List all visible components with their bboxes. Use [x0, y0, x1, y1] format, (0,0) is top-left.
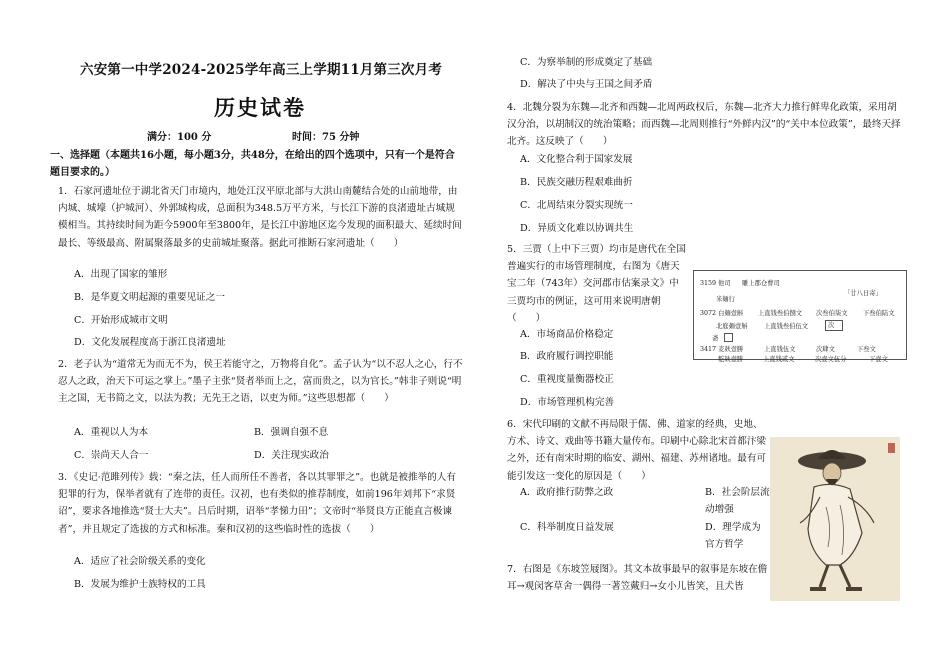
q5-option-a: A．市场商品价格稳定	[520, 329, 614, 340]
score-label: 满分：100 分	[147, 132, 212, 143]
doc-line: 「廿八日寄」	[844, 290, 882, 297]
q5-option-c: C．重视度量衡器校正	[520, 374, 614, 385]
q1-option-d: D．文化发展程度高于浙江良渚遗址	[74, 337, 226, 348]
dongpo-hat-clogs-painting	[770, 437, 900, 601]
doc-line: 北庭麺壹斛	[716, 323, 748, 330]
q3-option-d: D．解决了中央与王国之间矛盾	[520, 79, 653, 90]
q1-option-b: B．是华夏文明起源的重要见证之一	[74, 292, 225, 303]
q6-option-b: B．社会阶层流动增强	[705, 487, 770, 515]
doc-line: 上直钱贰文	[763, 356, 795, 363]
doc-line: 上直钱叁伯捌文	[758, 310, 803, 317]
doc-line: 次壹文伍分	[815, 356, 847, 363]
q6-option-a: A．政府推行防弊之政	[520, 487, 614, 498]
question-4-stem: 4．北魏分裂为东魏—北齐和西魏—北周两政权后，东魏—北齐大力推行鲜卑化政策，采用胡汉分治，以胡制汉的统治策略；而西魏—北周则推行“外鲜内汉”的“关中本位政策”，最终天择北齐。这反映了（ ）	[507, 102, 901, 148]
doc-line: 米麺行	[716, 296, 735, 303]
question-3-stem: 3．《史记·范雎列传》载：“秦之法，任人而所任不善者，各以其罪罪之”。也就是被推举的人有犯罪的行为，保举者就有了连带的责任。汉初，也有类似的推荐制度，如前196年刘邦下“求贤诏”，要求各地推选“贤士大夫”。吕后时期，诏举“孝悌力田”；文帝时“举贤良方正能直言极谏者”，并且规定了选拔的方式和标准。秦和汉初的这些临时性的选拔（ ）	[58, 472, 456, 535]
question-7-stem: 7．右图是《东坡笠屐图》。其文本故事最早的叙事是东坡在儋耳→观闵客草舍一偶得一著笠戴归→女小儿皆笑，且犬皆	[507, 564, 768, 593]
q4-option-a: A．文化整合利于国家发展	[520, 154, 633, 165]
question-5-stem: 5．三贾（上中下三贾）均市是唐代在全国普遍实行的市场管理制度，右图为《唐天宝二年（743年）交河郡市估案录文》中三贾均市的例证，这可用来说明唐朝（ ）	[507, 244, 686, 324]
doc-line: 上直钱叁伯伍文	[764, 323, 809, 330]
q2-option-a: A．重视以人为本	[74, 427, 149, 438]
scholar-figure-icon	[770, 437, 900, 601]
q5-option-b: B．政府履行调控职能	[520, 351, 614, 362]
doc-line: 下叁文	[857, 346, 876, 353]
q2-option-b: B．强调自强不息	[254, 427, 329, 438]
doc-line: 次	[825, 320, 843, 331]
time-label: 时间：75 分钟	[292, 132, 360, 143]
q3-option-a: A．适应了社会阶级关系的变化	[74, 556, 206, 567]
question-2-stem: 2．老子认为“道常无为而无不为，侯王若能守之，万物将自化”。孟子认为“以不忍人之心，行不忍人之政，治天下可运之掌上。”墨子主张“贤者举而上之，富而贵之，以为官长。”韩非子则说“明主之国，无书简之文，以法为教；无先王之语，以吏为师。”这些思想都（ ）	[58, 359, 463, 405]
doc-empty-box	[724, 333, 733, 342]
q5-option-d: D．市场管理机构完善	[520, 397, 615, 408]
q4-option-c: C．北周结束分裂实现统一	[520, 200, 633, 211]
q1-option-c: C．开始形成城市文明	[74, 315, 168, 326]
q2-option-c: C．崇尚天人合一	[74, 450, 149, 461]
market-price-document-figure	[693, 270, 907, 360]
doc-line: 次叁伯柒文	[816, 310, 848, 317]
q2-option-d: D．关注现实政治	[254, 450, 329, 461]
q1-option-a: A．出现了国家的雏形	[74, 269, 168, 280]
question-6-stem: 6．宋代印刷的文献不再局限于儒、佛、道家的经典，史地、方术、诗文、戏曲等书籍大量传布。印刷中心除北宋首都汴梁之外，还有南宋时期的临安、湖州、福建、苏州诸地。最有可能引发这一变化的原因是（ ）	[507, 419, 767, 482]
doc-line: 下叁伯陆文	[863, 310, 895, 317]
q4-option-d: D．异质文化难以协调共生	[520, 223, 634, 234]
doc-line: 斋	[712, 335, 719, 342]
doc-line: 3417 麦麸壹勝	[700, 346, 744, 353]
q4-option-b: B．民族交融历程艰难曲折	[520, 177, 633, 188]
question-1-stem: 1．石家河遗址位于湖北省天门市境内，地处江汉平原北部与大洪山南麓结合处的山前地带，由内城、城壕（护城河）、外郭城构成，总面积为348.5万平方米，与长江下游的良渚遗址古城规模相当。其持续时间为距今5900年至3800年，是长江中游地区迄今发现的面积最大、延续时间最长、等级最高、附属聚落最多的史前城址聚落。据此可推断石家河遗址（ ）	[58, 186, 462, 249]
subject-title: 历史试卷	[214, 95, 306, 120]
exam-title: 六安第一中学2024-2025学年高三上学期11月第三次月考	[80, 62, 443, 78]
doc-line: 上直钱伍文	[764, 346, 796, 353]
doc-line: 麧麸壹勝	[718, 356, 744, 363]
section-heading: 一、选择题（本题共16小题，每小题3分，共48分，在给出的四个选项中，只有一个是符合题目要求的。）	[50, 150, 455, 178]
doc-line: 雕上郡仓曹司	[742, 280, 780, 287]
doc-line: 3159 他司	[700, 280, 731, 287]
q6-option-c: C．科举制度日益发展	[520, 522, 614, 533]
doc-line: 下壹文	[869, 356, 888, 363]
q3-option-b: B．发展为维护士族特权的工具	[74, 579, 206, 590]
doc-line: 3072 白麺壹斛	[700, 310, 744, 317]
q3-option-c: C．为察举制的形成奠定了基础	[520, 57, 653, 68]
doc-line: 次肆文	[816, 346, 835, 353]
q6-option-d: D．理学成为官方哲学	[705, 522, 761, 550]
